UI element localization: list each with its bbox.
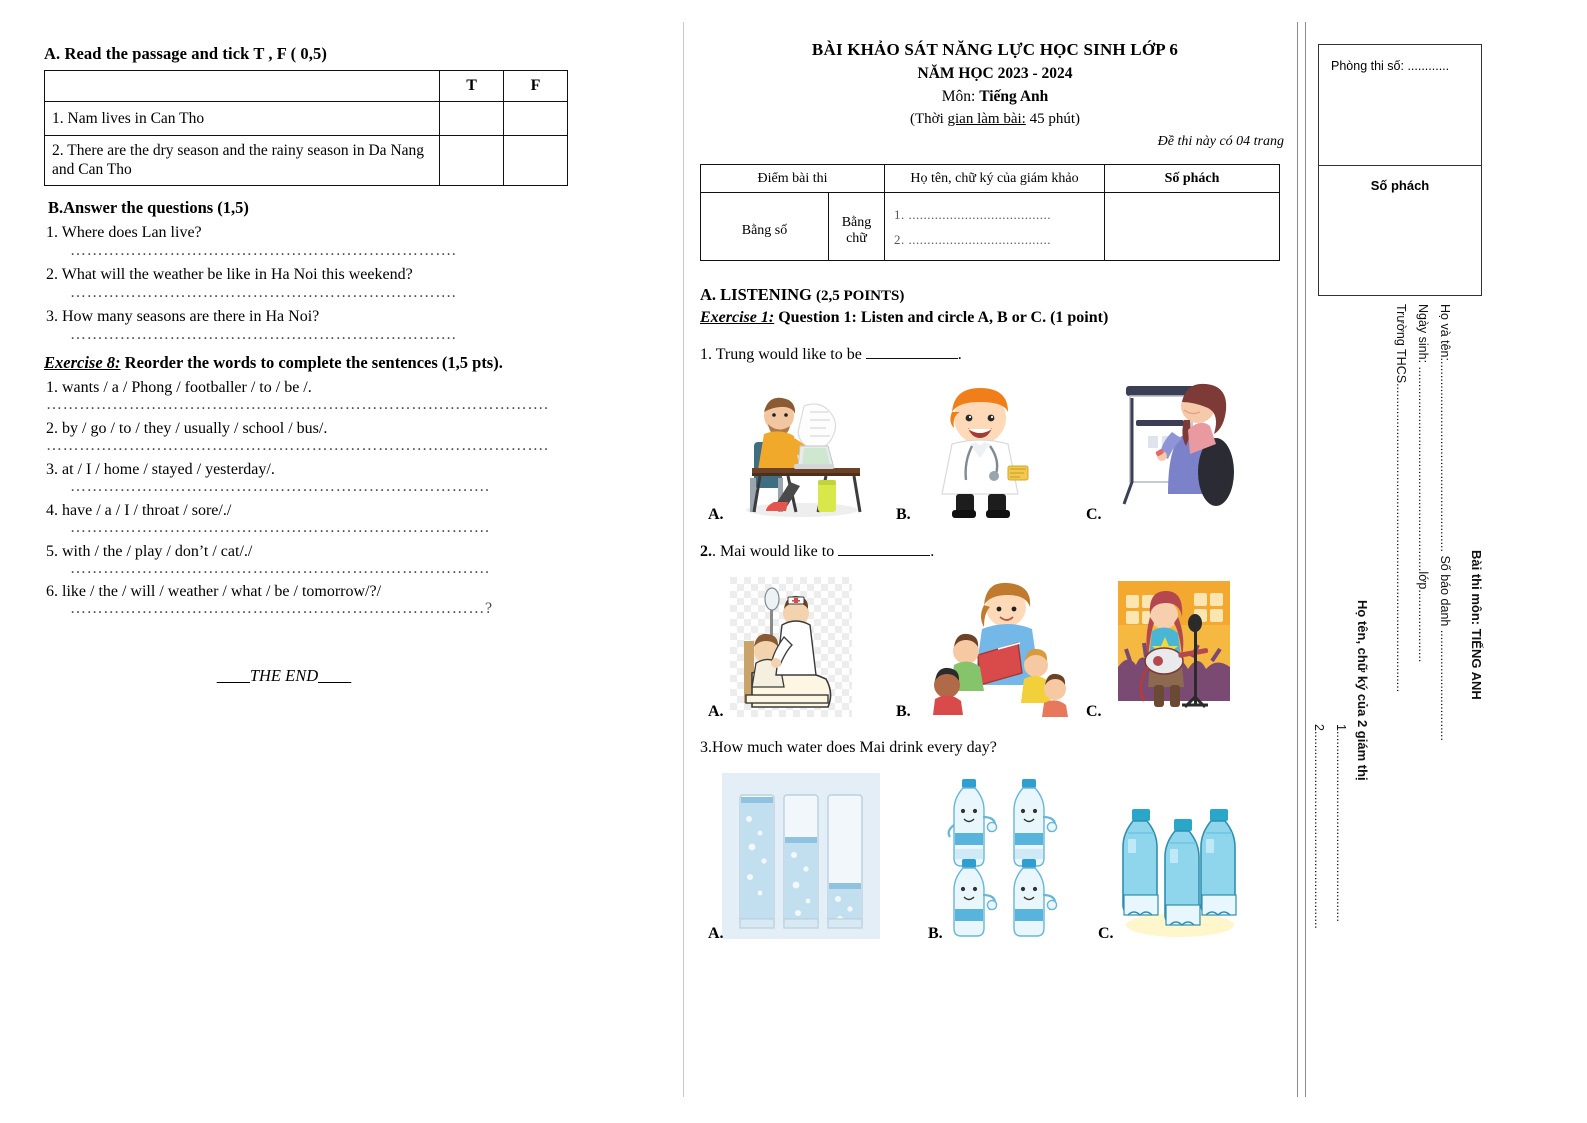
table-row: [45, 136, 568, 186]
grading-by-words-cell[interactable]: Bằng chữ: [829, 193, 885, 261]
doctor-illustration: [922, 382, 1040, 520]
answer-dotted-line[interactable]: ………………………………………………………………….: [70, 560, 490, 577]
grading-body-row: [701, 193, 1280, 261]
question-3-options-row: [700, 767, 1290, 943]
option-label-c[interactable]: C.: [1098, 925, 1114, 942]
sidebar-box: [1318, 44, 1482, 296]
student-name-field[interactable]: Họ và tên:....................................................... Số báo danh ................................: [1438, 304, 1452, 741]
exam-room-field[interactable]: Phòng thi số: ............: [1331, 59, 1450, 73]
statement-cell: 1. Nam lives in Can Tho: [45, 102, 440, 136]
paper-code-label: Số phách: [1319, 165, 1481, 295]
question-body: Trung would like to be: [712, 346, 866, 363]
grading-table: [700, 164, 1280, 261]
examiner-line-1[interactable]: 1. ......................................: [894, 206, 1051, 222]
teacher-reading-to-children-illustration: [922, 577, 1072, 717]
singer-with-guitar-illustration: [1112, 575, 1236, 717]
question-number: 1.: [700, 346, 712, 363]
option-label-a[interactable]: A.: [708, 925, 724, 942]
header-false-cell: F: [504, 71, 568, 102]
duration-prefix: (Thời: [910, 111, 948, 127]
reorder-item: 3. at / I / home / stayed / yesterday/.: [46, 461, 275, 479]
listening-question-3-text: [700, 739, 1290, 757]
question-2-options-row: [700, 571, 1290, 721]
answer-dotted-line[interactable]: ……………………………………………………………………………….: [46, 438, 549, 455]
nurse-with-patient-illustration: [730, 577, 852, 717]
grading-score-header: Điểm bài thi: [701, 165, 885, 193]
option-label-b[interactable]: B.: [896, 506, 911, 523]
exam-sidebar-boxes: [1318, 44, 1482, 296]
question-text: 3. How many seasons are there in Ha Noi?: [46, 307, 320, 325]
teacher-at-whiteboard-illustration: [1112, 376, 1240, 520]
grading-code-header: Số phách: [1105, 165, 1280, 193]
page-count-note: Đề thi này có 04 trang: [1157, 134, 1284, 149]
reorder-item: 1. wants / a / Phong / footballer / to / be /.: [46, 379, 312, 397]
section-b-title: B.Answer the questions (1,5): [48, 197, 249, 217]
writer-at-desk-illustration: [730, 382, 870, 520]
listening-section: [700, 285, 1290, 327]
answer-dotted-line[interactable]: ………………………………………………………………….: [70, 479, 490, 496]
exam-subject-vertical-label: Bài thi môn: TIẾNG ANH: [1469, 550, 1484, 700]
question-body: . Mai would like to: [712, 543, 839, 560]
option-label-b[interactable]: B.: [928, 925, 943, 942]
question-text: 1. Where does Lan live?: [46, 223, 202, 241]
answer-dotted-line[interactable]: …………………………………………………………………?: [70, 601, 493, 618]
left-column: [44, 44, 644, 686]
true-false-table: [44, 70, 568, 186]
option-label-c[interactable]: C.: [1086, 703, 1102, 720]
reorder-item: 4. have / a / I / throat / sore/./: [46, 501, 232, 519]
tick-true-cell[interactable]: [440, 102, 504, 136]
header-statement-cell: [45, 71, 440, 102]
option-label-a[interactable]: A.: [708, 506, 724, 523]
exam-title-line-1: BÀI KHẢO SÁT NĂNG LỰC HỌC SINH LỚP 6: [811, 40, 1179, 59]
tick-false-cell[interactable]: [504, 102, 568, 136]
answer-dotted-line[interactable]: ………………………………………………………………….: [70, 519, 490, 536]
the-end-text: THE END: [249, 666, 319, 686]
question-tail: .: [930, 543, 935, 560]
sidebar-vertical-fields: [1312, 300, 1492, 1090]
exam-duration-line: [700, 111, 1290, 128]
proctor-signature-1[interactable]: 1.......................................................: [1334, 724, 1348, 922]
listening-question-1-text: [700, 345, 1290, 364]
question-number: 2.: [700, 543, 712, 560]
listening-heading: [700, 285, 1290, 305]
question-tail: .: [957, 346, 962, 363]
listening-title: A. LISTENING: [700, 285, 812, 304]
option-label-c[interactable]: C.: [1086, 506, 1102, 523]
grading-examiner-header: Họ tên, chữ ký của giám khảo: [885, 165, 1105, 193]
answer-blank[interactable]: [866, 345, 958, 359]
table-row: [45, 102, 568, 136]
header-true-cell: T: [440, 71, 504, 102]
answer-dotted-line[interactable]: ……………………………………………………………………………….: [46, 397, 549, 414]
table-header-row: [45, 71, 568, 102]
listening-points: (2,5 POINTS): [816, 288, 905, 304]
proctor-signature-2[interactable]: 2.........................................................: [1312, 724, 1326, 929]
exercise-1-title: Question 1: Listen and circle A, B or C. (1 point): [774, 309, 1109, 326]
reorder-item: 2. by / go / to / they / usually / school / bus/.: [46, 420, 328, 438]
answer-dotted-line[interactable]: …………………………………………………………….: [70, 242, 457, 259]
student-school-field[interactable]: Trường THCS.........................................................................................: [1394, 304, 1408, 693]
option-label-a[interactable]: A.: [708, 703, 724, 720]
exercise-8-heading: [44, 353, 644, 373]
exam-title-line-2: NĂM HỌC 2023 - 2024: [917, 65, 1073, 82]
exercise-8-label: Exercise 8:: [44, 353, 121, 373]
duration-underlined: gian làm bài:: [947, 111, 1026, 127]
statement-cell: 2. There are the dry season and the rainy season in Da Nang and Can Tho: [45, 136, 440, 186]
answer-blank[interactable]: [838, 542, 930, 556]
duration-suffix: 45 phút): [1025, 111, 1080, 127]
subject-label: Môn:: [941, 88, 976, 105]
exam-header: [700, 40, 1290, 150]
page-divider-right-inner: [1305, 22, 1306, 1097]
three-water-bottles-illustration: [1118, 773, 1242, 939]
grading-code-cell[interactable]: [1105, 193, 1280, 261]
section-a-title: A. Read the passage and tick T , F ( 0,5): [44, 44, 327, 63]
tick-true-cell[interactable]: [440, 136, 504, 186]
exercise-1-heading: [700, 309, 1290, 327]
question-1-options-row: [700, 374, 1290, 524]
tick-false-cell[interactable]: [504, 136, 568, 186]
the-end-marker: [44, 666, 644, 686]
subject-value: Tiếng Anh: [979, 88, 1049, 105]
proctor-signature-title: Họ tên, chữ ký của 2 giám thị: [1355, 600, 1370, 781]
reorder-item: 5. with / the / play / don’t / cat/./: [46, 542, 253, 560]
exercise-1-label: Exercise 1:: [700, 309, 775, 326]
page-divider-right-outer: [1297, 22, 1298, 1097]
grading-examiner-cell[interactable]: [885, 193, 1105, 261]
question-number: 3.: [700, 739, 712, 756]
question-text: 2. What will the weather be like in Ha Noi this weekend?: [46, 265, 413, 283]
two-cartoon-water-bottles-illustration: [936, 773, 1084, 939]
the-end-rule-left: ____: [216, 666, 250, 686]
answer-dotted-line[interactable]: …………………………………………………………….: [70, 284, 457, 301]
listening-question-2-text: [700, 542, 1290, 561]
examiner-line-2[interactable]: 2. ......................................: [894, 231, 1051, 247]
exam-subject-line: [700, 88, 1290, 106]
page-divider-middle: [683, 22, 684, 1097]
grading-by-number-cell[interactable]: Bằng số: [701, 193, 829, 261]
the-end-rule-right: ____: [318, 666, 352, 686]
middle-column: [700, 40, 1290, 943]
reorder-item: 6. like / the / will / weather / what / be / tomorrow/?/: [46, 583, 382, 601]
student-birthdate-field[interactable]: Ngày sinh: ...........................................................lớp.....................: [1416, 304, 1430, 663]
question-body: How much water does Mai drink every day?: [712, 739, 997, 756]
option-label-b[interactable]: B.: [896, 703, 911, 720]
grading-header-row: [701, 165, 1280, 193]
three-glasses-of-water-photo: [722, 773, 880, 939]
answer-dotted-line[interactable]: …………………………………………………………….: [70, 326, 457, 343]
exercise-8-title: Reorder the words to complete the sentences (1,5 pts).: [120, 353, 503, 373]
